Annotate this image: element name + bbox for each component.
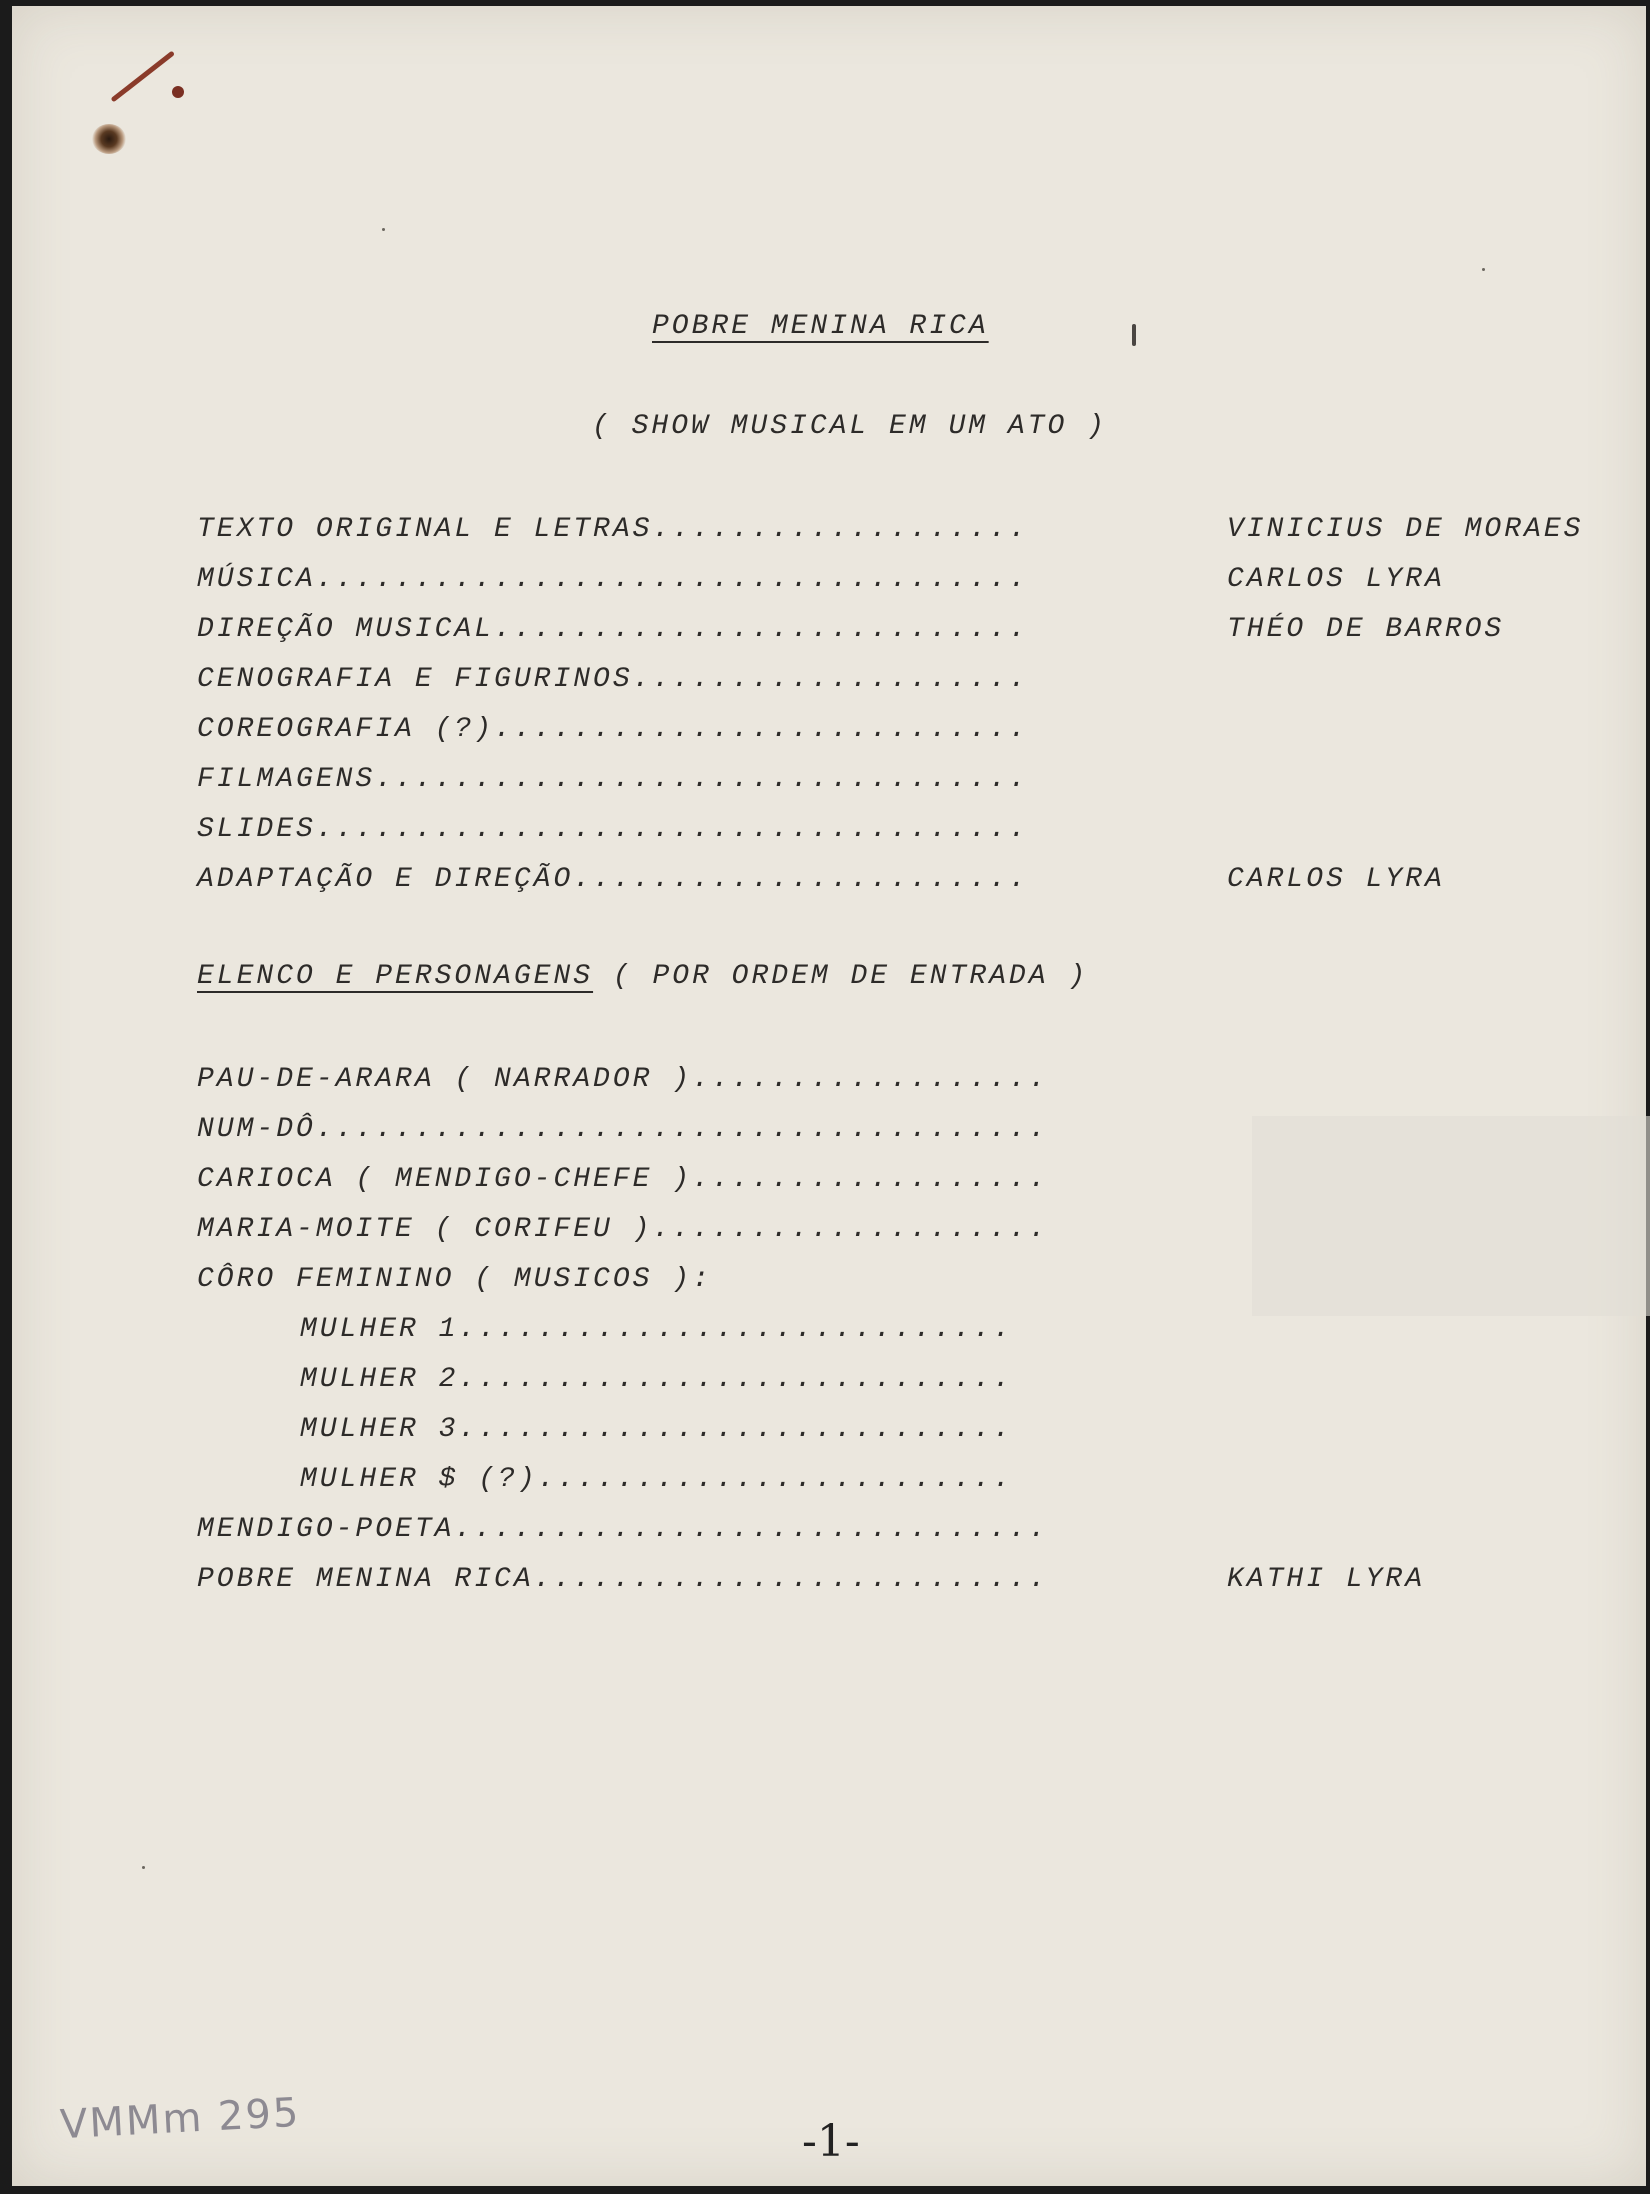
cast-label: MULHER 3............................ [300,1414,1013,1445]
credit-row [197,814,1029,854]
cast-label: MULHER 1............................ [300,1314,1013,1345]
credit-row [197,714,1029,754]
credit-row [197,664,1029,704]
credit-label: FILMAGENS................................. [197,764,1029,795]
cast-row [197,1264,712,1304]
cast-label: NUM-DÔ..................................... [197,1114,1049,1145]
cast-row [300,1314,1013,1354]
cast-label: MULHER $ (?)........................ [300,1464,1013,1495]
cast-label: MULHER 2............................ [300,1364,1013,1395]
cast-label: CÔRO FEMININO ( MUSICOS ): [197,1264,712,1295]
speck [382,228,385,231]
credit-label: CENOGRAFIA E FIGURINOS.................... [197,664,1029,695]
document-subtitle: ( SHOW MUSICAL EM UM ATO ) [592,411,1107,442]
cast-row [300,1414,1013,1454]
cast-row [197,1564,1426,1604]
cast-label: POBRE MENINA RICA.......................... [197,1564,1049,1595]
page-number: -1- [802,2116,860,2167]
credit-name: VINICIUS DE MORAES [1227,514,1584,545]
cast-row [197,1514,1049,1554]
credit-label: MÚSICA.................................... [197,564,1029,595]
cast-row [300,1464,1013,1504]
cast-heading-suffix: ( POR ORDEM DE ENTRADA ) [593,961,1089,992]
credit-name: CARLOS LYRA [1227,864,1445,895]
speck [142,1866,145,1869]
cast-row [300,1364,1013,1404]
speck [1482,268,1485,271]
credit-name: CARLOS LYRA [1227,564,1445,595]
credit-row [197,514,1584,554]
cast-heading: ELENCO E PERSONAGENS [197,961,594,992]
cast-label: MENDIGO-POETA.............................. [197,1514,1049,1545]
credit-label: SLIDES.................................... [197,814,1029,845]
cast-label: CARIOCA ( MENDIGO-CHEFE ).................. [197,1164,1049,1195]
credit-row [197,764,1029,804]
cast-label: MARIA-MOITE ( CORIFEU ).................... [197,1214,1049,1245]
cast-section-heading [197,961,1088,992]
cast-label: PAU-DE-ARARA ( NARRADOR ).................. [197,1064,1049,1095]
document-page [12,6,1646,2186]
credit-label: COREOGRAFIA (?)........................... [197,714,1029,745]
credit-row [197,564,1445,604]
cast-row [197,1214,1049,1254]
cast-row [197,1164,1049,1204]
credit-row [197,614,1505,654]
document-title: POBRE MENINA RICA [652,311,989,342]
credit-name: THÉO DE BARROS [1227,614,1505,645]
show-through-ghost [1252,1116,1650,1316]
credit-label: ADAPTAÇÃO E DIREÇÃO....................... [197,864,1029,895]
credit-label: TEXTO ORIGINAL E LETRAS................... [197,514,1029,545]
catalog-handwritten-mark: VMMm 295 [58,2089,302,2149]
cast-name: KATHI LYRA [1227,1564,1426,1595]
credit-row [197,864,1445,904]
credit-label: DIREÇÃO MUSICAL........................... [197,614,1029,645]
ink-mark [1132,324,1136,346]
rust-pin-head [172,86,184,98]
cast-row [197,1064,1049,1104]
rust-pin-mark [110,51,175,103]
punch-hole [92,124,126,154]
cast-row [197,1114,1049,1154]
